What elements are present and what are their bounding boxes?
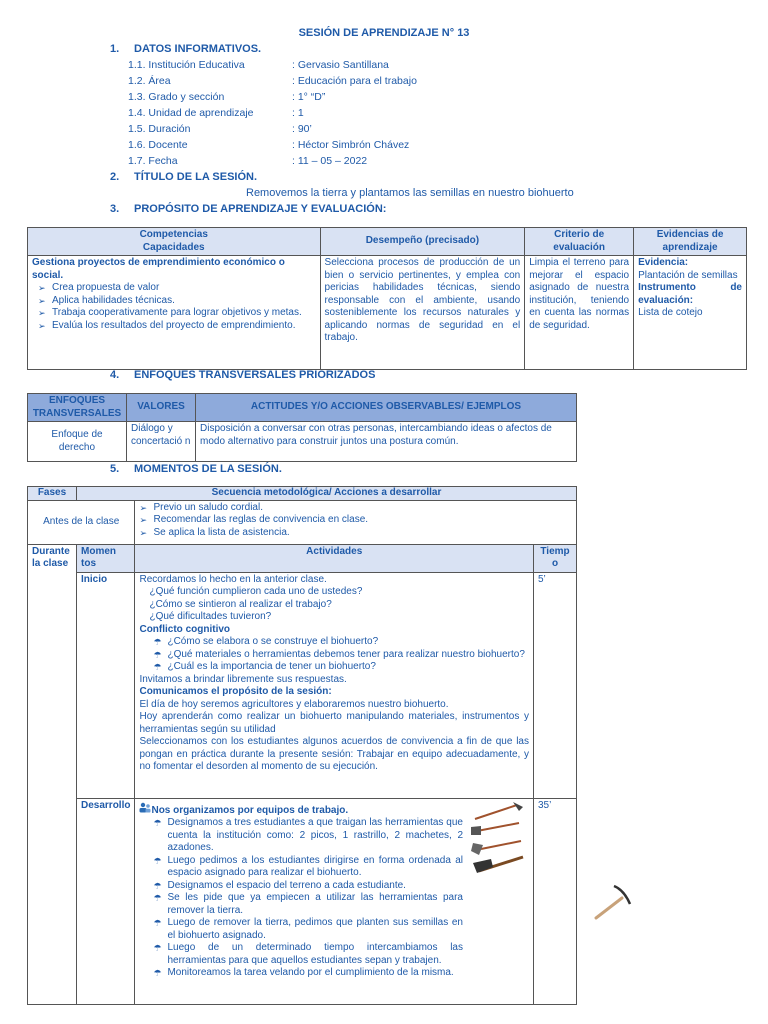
list-item: ¿Qué función cumplieron cada uno de ustedes?: [149, 586, 363, 597]
list-item: ➢ Crea propuesta de valor: [38, 282, 316, 295]
section-1-heading: [110, 43, 261, 55]
list-item: ➢ Aplica habilidades técnicas.: [38, 295, 316, 308]
list-item: ☂ Designamos a tres estudiantes a que traigan las herramientas que cuenta la institución como: 2 picos, 1 rastrillo, 2 machetes, 2 azadones.: [153, 817, 463, 855]
inicio-time: 5’: [534, 572, 577, 798]
info-label: 1.5. Duración: [128, 123, 191, 135]
section-3-heading: 3. PROPÓSITO DE APRENDIZAJE Y EVALUACIÓN:: [110, 203, 387, 215]
header-competencias: Competencias Capacidades: [28, 228, 321, 256]
info-label: 1.4. Unidad de aprendizaje: [128, 107, 254, 119]
list-item: ¿Qué dificultades tuvieron?: [149, 611, 272, 622]
section-5-heading: 5. MOMENTOS DE LA SESIÓN.: [110, 463, 282, 475]
conflicto-heading: Conflicto cognitivo: [139, 623, 231, 635]
enfoque-cell: Enfoque de derecho: [28, 422, 127, 462]
info-value: : Educación para el trabajo: [292, 75, 417, 87]
inicio-label: Inicio: [77, 572, 135, 798]
header-momentos: Momen tos: [77, 544, 135, 572]
desarrollo-time: 35’: [534, 798, 577, 1004]
organizamos-heading: Nos organizamos por equipos de trabajo.: [139, 800, 529, 818]
antes-label: Antes de la clase: [28, 500, 135, 544]
antes-cell: [135, 500, 577, 544]
desarrollo-activities: [135, 798, 534, 1004]
session-title-text: Removemos la tierra y plantamos las semillas en nuestro biohuerto: [246, 187, 574, 199]
inicio-activities: Recordamos lo hecho en la anterior clase. ¿Qué función cumplieron cada uno de ustedes? ¿Cómo se sintieron al realizar el trabajo? ¿Qué dificultades tuvieron? Conflicto cognitivo ☂ ¿Cómo se elabora o se construye el biohuerto? ☂ ¿Qué materiales o herramientas debemos tener para realizar nuestro biohuerto? ☂ ¿Cuál es la importancia de tener un biohuerto? Invitamos a brindar libremente sus respuestas. Comunicamos el propósito de la sesión: El día de hoy seremos agricultores y elaboraremos nuestro biohuerto. Hoy aprenderán como realizar un biohuerto manipulando materiales, instrumentos y herramientas según su utilidad Seleccionamos con los estudiantes algunos acuerdos de convivencia a fin de que las pongan en práctica durante la presente sesión: Trabajar en equipo adecuadamente, y no fomentar el desorden al momento de su ejecución.: [135, 572, 534, 798]
info-value: : Gervasio Santillana: [292, 59, 389, 71]
competencia-text: Gestiona proyectos de emprendimiento económico o social.: [32, 257, 285, 281]
criterio-cell: Limpia el terreno para mejorar el espacio asignado de nuestra institución, teniendo en cuenta las normas de seguridad.: [525, 256, 634, 370]
list-item: ➢ Evalúa los resultados del proyecto de emprendimiento.: [38, 320, 316, 333]
valores-cell: Diálogo y concertació n: [127, 422, 196, 462]
purpose-table: [27, 227, 747, 370]
competencias-cell: [28, 256, 321, 370]
info-value: : Héctor Simbrón Chávez: [292, 139, 410, 151]
list-item: ☂ ¿Cómo se elabora o se construye el biohuerto?: [153, 636, 529, 649]
durante-label: Durante la clase: [28, 544, 77, 1004]
enfoques-table: [27, 393, 577, 462]
section-2-heading: 2. TÍTULO DE LA SESIÓN.: [110, 171, 258, 183]
info-list: [0, 59, 768, 171]
info-label: 1.6. Docente: [128, 139, 188, 151]
conflicto-list: [139, 636, 529, 674]
info-label: 1.1. Institución Educativa: [128, 59, 245, 71]
pickaxe-icon: [592, 884, 632, 922]
header-desempeno: Desempeño (precisado): [320, 228, 525, 256]
header-evidencias: Evidencias de aprendizaje: [634, 228, 747, 256]
list-item: ➢ Trabaja cooperativamente para lograr objetivos y metas.: [38, 307, 316, 320]
info-value: : 1: [292, 107, 304, 119]
evidencias-cell: Evidencia: Plantación de semillas Instrumento de evaluación: Lista de cotejo: [634, 256, 747, 370]
section-number: 1.: [110, 43, 120, 55]
list-item: ☂ ¿Cuál es la importancia de tener un biohuerto?: [153, 661, 529, 674]
header-actividades: Actividades: [135, 544, 534, 572]
info-label: 1.2. Área: [128, 75, 171, 87]
list-item: ☂ Designamos el espacio del terreno a cada estudiante.: [153, 880, 463, 893]
info-value: : 1° “D”: [292, 91, 326, 103]
list-item: ☂ Monitoreamos la tarea velando por el cumplimiento de la misma.: [153, 967, 463, 980]
section-4-heading: 4. ENFOQUES TRANSVERSALES PRIORIZADOS: [110, 369, 376, 381]
actitudes-cell: Disposición a conversar con otras personas, intercambiando ideas o afectos de modo alternativo para construir juntos una postura común.: [196, 422, 577, 462]
list-item: ➢ Se aplica la lista de asistencia.: [139, 527, 572, 540]
info-label: 1.7. Fecha: [128, 155, 178, 167]
group-icon: [139, 802, 151, 818]
document-title: SESIÓN DE APRENDIZAJE N° 13: [298, 27, 470, 39]
info-value: : 11 – 05 – 2022: [292, 155, 368, 167]
list-item: ➢ Recomendar las reglas de convivencia en clase.: [139, 514, 572, 527]
list-item: ➢ Previo un saludo cordial.: [139, 502, 572, 515]
header-secuencia: Secuencia metodológica/ Acciones a desarrollar: [77, 487, 577, 501]
list-item: ☂ Luego pedimos a los estudiantes dirigirse en forma ordenada al espacio asignado para realizar el biohuerto.: [153, 855, 463, 880]
info-label: 1.3. Grado y sección: [128, 91, 225, 103]
header-fases: Fases: [28, 487, 77, 501]
header-tiempo: Tiemp o: [534, 544, 577, 572]
desarrollo-label: Desarrollo: [77, 798, 135, 1004]
list-item: ☂ Luego de un determinado tiempo intercambiamos las herramientas para que aquellos estudiantes sepan y trabajen.: [153, 942, 463, 967]
list-item: ☂ Se les pide que ya empiecen a utilizar las herramientas para remover la tierra.: [153, 892, 463, 917]
list-item: ☂ ¿Qué materiales o herramientas debemos tener para realizar nuestro biohuerto?: [153, 649, 529, 662]
header-enfoques: ENFOQUES TRANSVERSALES: [28, 394, 127, 422]
list-item: ¿Cómo se sintieron al realizar el trabajo?: [149, 598, 332, 610]
garden-tools-icon: [469, 801, 529, 879]
comunicamos-heading: Comunicamos el propósito de la sesión:: [139, 686, 332, 697]
capacidades-list: [32, 282, 316, 332]
header-actitudes: ACTITUDES Y/O ACCIONES OBSERVABLES/ EJEMPLOS: [196, 394, 577, 422]
inicio-questions: [139, 586, 529, 624]
header-valores: VALORES: [127, 394, 196, 422]
momentos-table: [27, 486, 577, 1005]
info-value: : 90’: [292, 123, 312, 135]
desempeno-cell: Selecciona procesos de producción de un bien o servicio pertinentes, y emplea con pericias habilidades técnicas, siendo responsable con el ambiente, usando sosteniblemente los recursos naturales y aplicando normas de seguridad en el trabajo.: [320, 256, 525, 370]
list-item: ☂ Luego de remover la tierra, pedimos que planten sus semillas en el biohuerto asignado.: [153, 917, 463, 942]
section-title: DATOS INFORMATIVOS.: [134, 43, 262, 55]
antes-list: [139, 502, 572, 540]
header-criterio: Criterio de evaluación: [525, 228, 634, 256]
